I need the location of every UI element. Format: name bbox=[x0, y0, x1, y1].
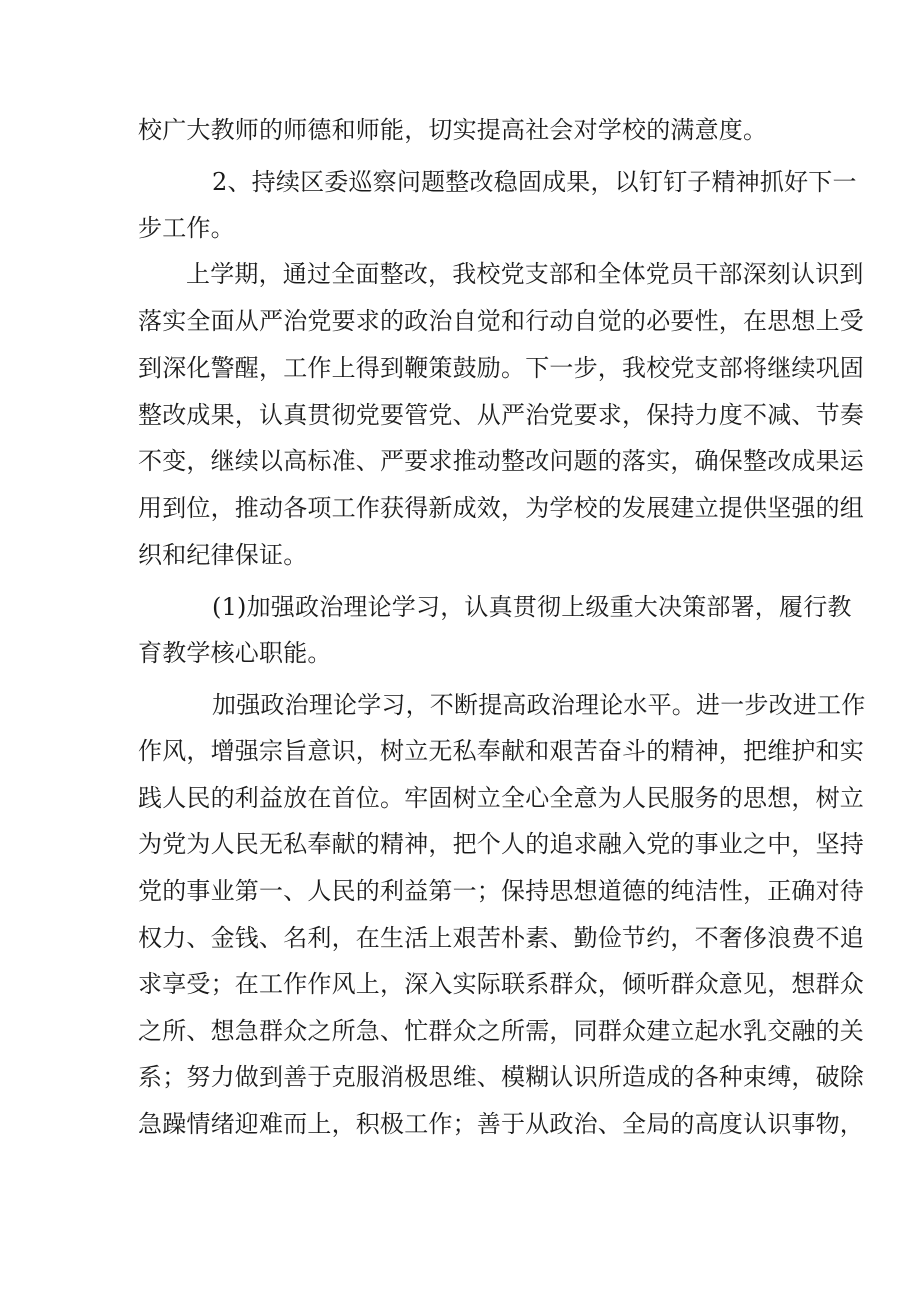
text-line: 校广大教师的师德和师能，切实提高社会对学校的满意度。 bbox=[138, 116, 768, 144]
section-heading: 2、持续区委巡察问题整改稳固成果，以钉钉子精神抓好下一 bbox=[212, 168, 857, 196]
text-line: 急躁情绪迎难而上，积极工作；善于从政治、全局的高度认识事物， bbox=[138, 1110, 864, 1138]
text-line: 系；努力做到善于克服消极思维、模糊认识所造成的各种束缚，破除 bbox=[138, 1063, 864, 1091]
text-line: 织和纪律保证。 bbox=[138, 541, 308, 569]
section-heading-continued: 步工作。 bbox=[138, 214, 235, 242]
text-line: 作风，增强宗旨意识，树立无私奉献和艰苦奋斗的精神，把维护和实 bbox=[138, 737, 864, 765]
text-line: 权力、金钱、名利，在生活上艰苦朴素、勤俭节约，不奢侈浪费不追 bbox=[138, 924, 864, 952]
text-line: 不变，继续以高标准、严要求推动整改问题的落实，确保整改成果运 bbox=[138, 447, 864, 475]
text-line: 为党为人民无私奉献的精神，把个人的追求融入党的事业之中，坚持 bbox=[138, 830, 864, 858]
text-line: 求享受；在工作作风上，深入实际联系群众，倾听群众意见，想群众 bbox=[138, 970, 864, 998]
text-line: 党的事业第一、人民的利益第一；保持思想道德的纯洁性，正确对待 bbox=[138, 877, 864, 905]
text-line: 落实全面从严治党要求的政治自觉和行动自觉的必要性，在思想上受 bbox=[138, 307, 864, 335]
text-line: 践人民的利益放在首位。牢固树立全心全意为人民服务的思想，树立 bbox=[138, 784, 864, 812]
text-line: 加强政治理论学习，不断提高政治理论水平。进一步改进工作 bbox=[212, 691, 866, 719]
subsection-heading: (1)加强政治理论学习，认真贯彻上级重大决策部署，履行教 bbox=[212, 593, 852, 621]
subsection-heading-continued: 育教学核心职能。 bbox=[138, 639, 332, 667]
text-line: 之所、想急群众之所急、忙群众之所需，同群众建立起水乳交融的关 bbox=[138, 1017, 864, 1045]
text-line: 到深化警醒，工作上得到鞭策鼓励。下一步，我校党支部将继续巩固 bbox=[138, 354, 864, 382]
text-line: 上学期，通过全面整改，我校党支部和全体党员干部深刻认识到 bbox=[186, 260, 864, 288]
text-line: 用到位，推动各项工作获得新成效，为学校的发展建立提供坚强的组 bbox=[138, 494, 864, 522]
text-line: 整改成果，认真贯彻党要管党、从严治党要求，保持力度不减、节奏 bbox=[138, 401, 864, 429]
